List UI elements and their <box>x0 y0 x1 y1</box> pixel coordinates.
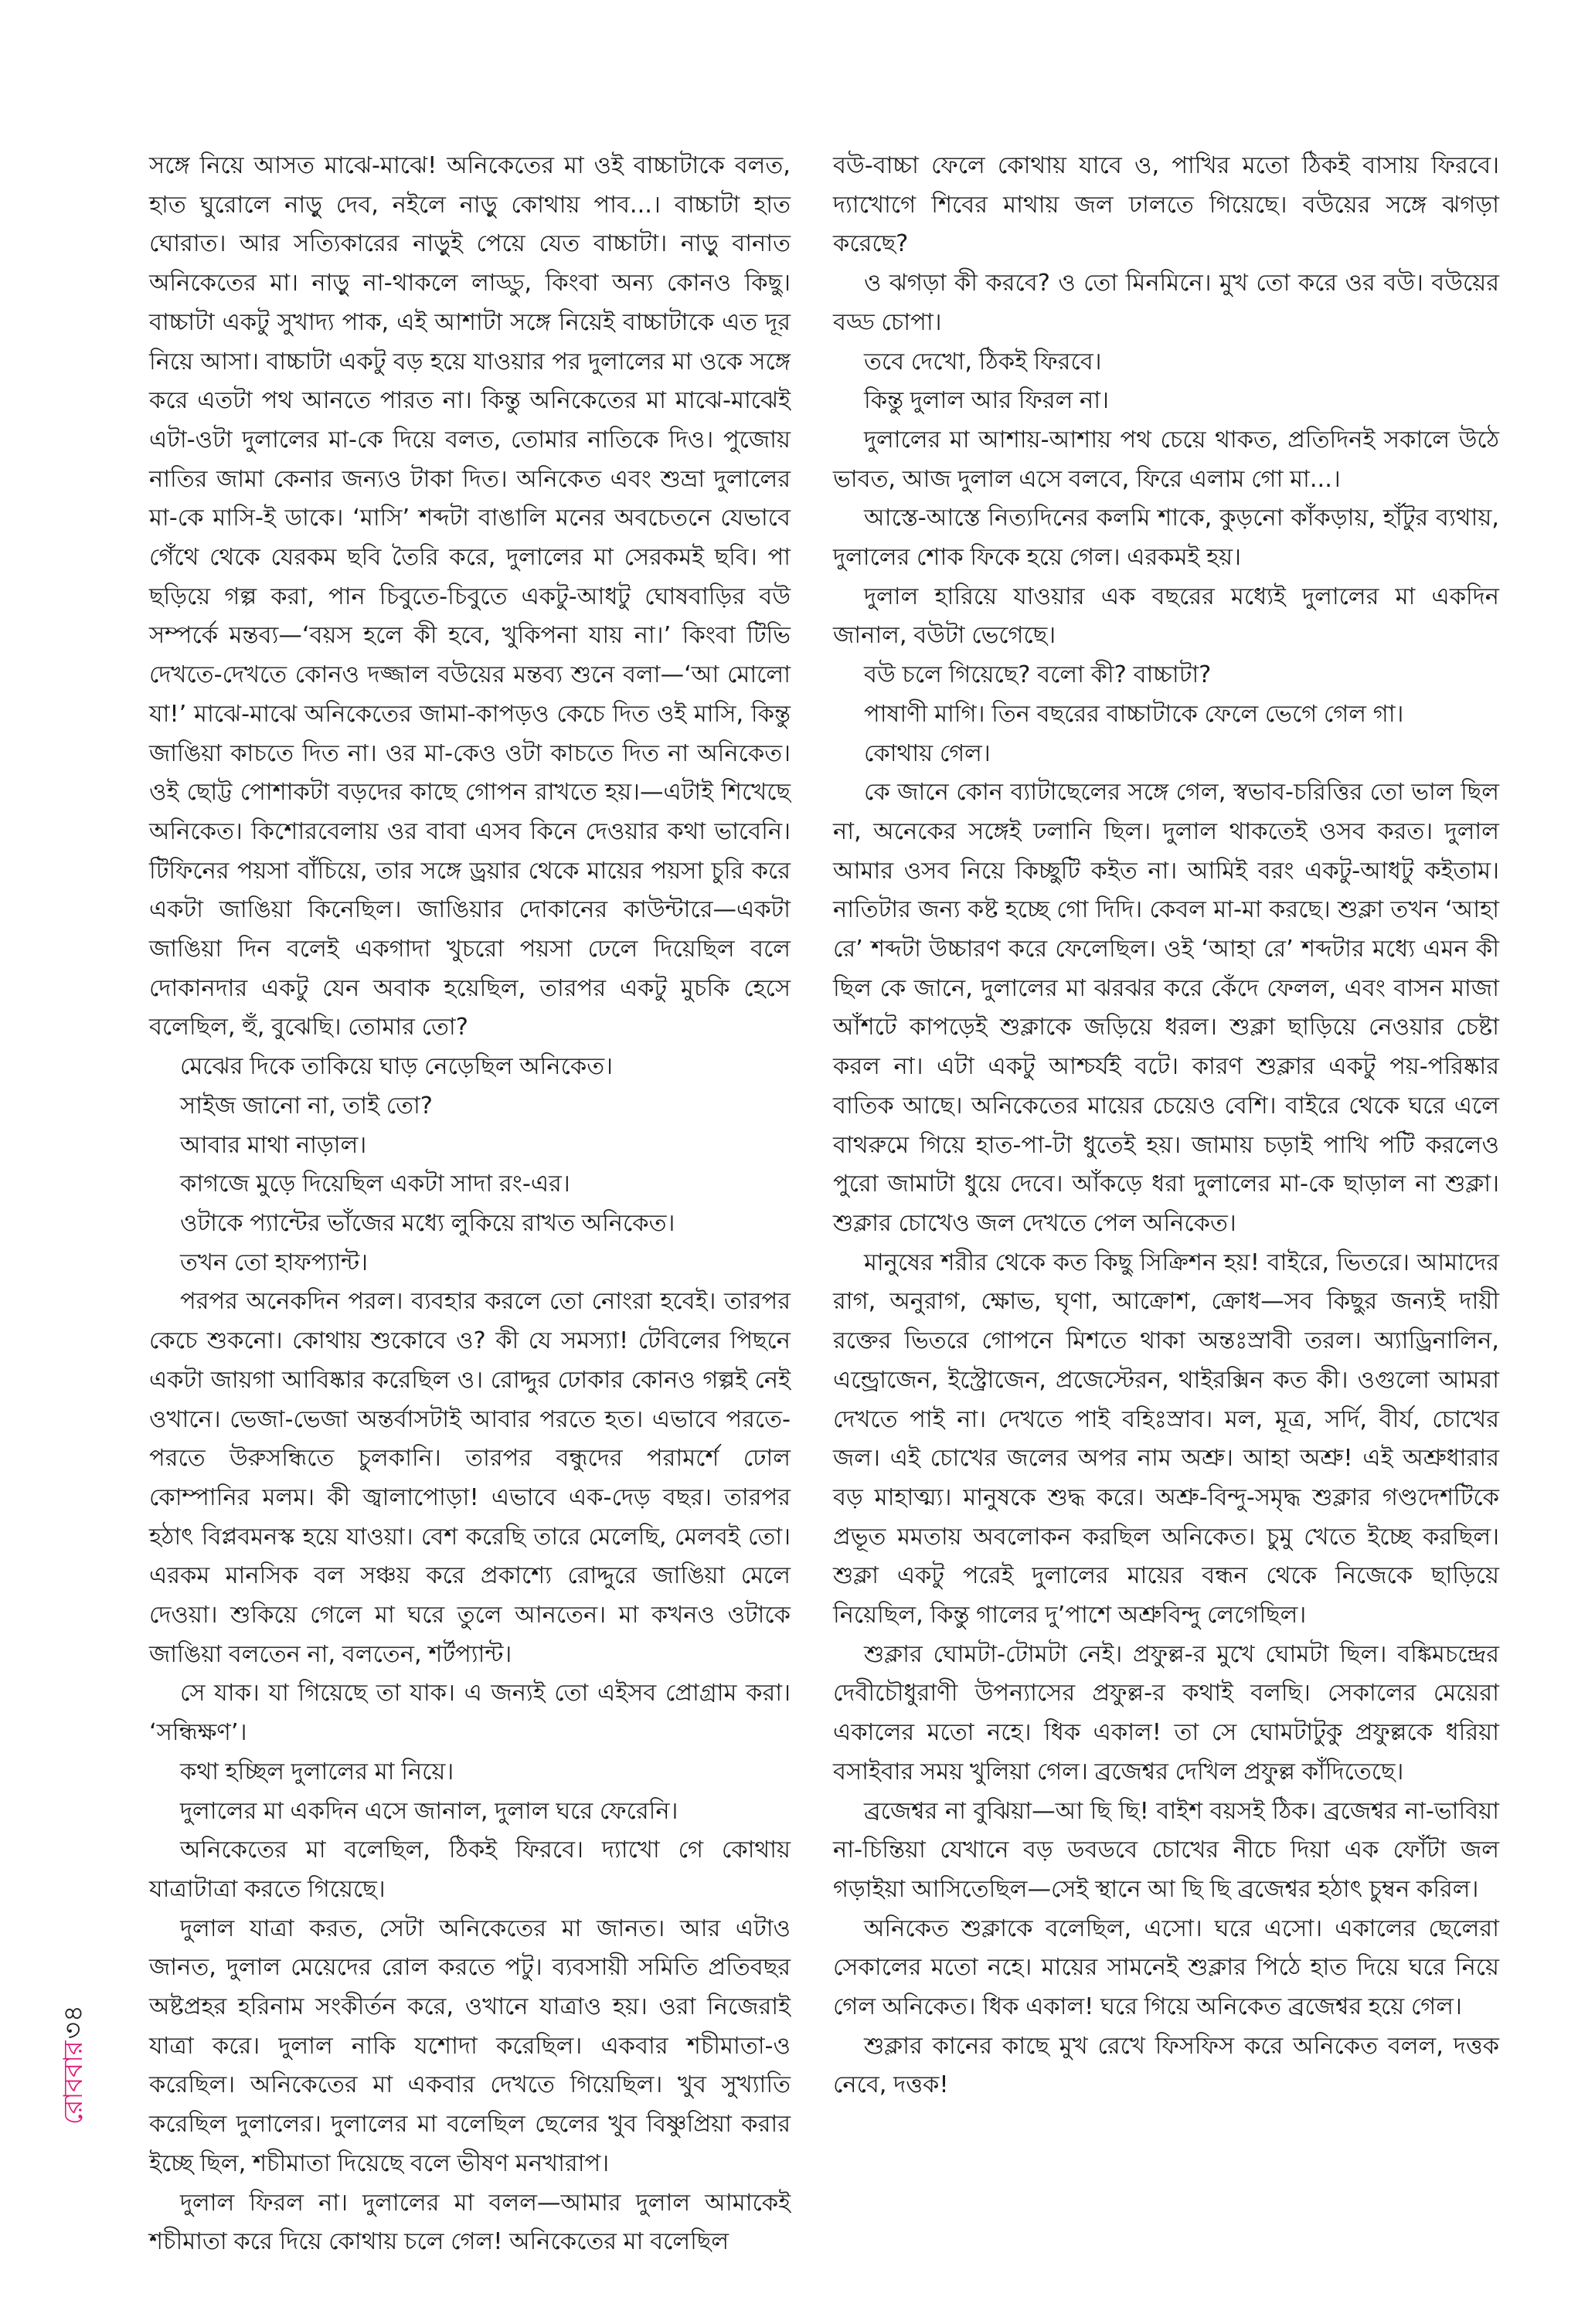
paragraph: ওটাকে প্যান্টের ভাঁজের মধ্যে লুকিয়ে রাখত অনিকেত। <box>180 1209 675 1237</box>
paragraph: আবার মাথা নাড়াল। <box>180 1131 367 1159</box>
paragraph: মানুষের শরীর থেকে কত কিছু সিক্রিশন হয়! বাইরে, ভিতরে। আমাদের রাগ, অনুরাগ, ক্ষোভ, ঘৃণা, আক্রোশ, ক্রোধ—সব কিছুর জন্যই দায়ী রক্তের ভিতরে গোপনে মিশতে থাকা অন্তঃস্রাবী তরল। অ্যাড্রিনালিন, এন্ড্রোজেন, ইস্ট্রোজেন, প্রজেস্টেরন, থাইরক্সিন কত কী। ওগুলো আমরা দেখতে পাই না। দেখতে পাই বহিঃস্রাব। মল, মূত্র, সর্দি, বীর্য, চোখের জল। এই চোখের জলের অপর নাম অশ্রু। আহা অশ্রু! এই অশ্রুধারার বড় মাহাত্ম্য। মানুষকে শুদ্ধ করে। অশ্রু-বিন্দু-সমৃদ্ধ শুক্লার গণ্ডদেশটিকে প্রভূত মমতায় অবলোকন করছিল অনিকেত। চুমু খেতে ইচ্ছে করছিল। শুক্লা একটু পরেই দুলালের মায়ের বন্ধন থেকে নিজেকে ছাড়িয়ে নিয়েছিল, কিন্তু গালের দু’পাশে অশ্রুবিন্দু লেগেছিল। <box>833 1249 1499 1629</box>
paragraph: দুলালের মা আশায়-আশায় পথ চেয়ে থাকত, প্রতিদিনই সকালে উঠে ভাবত, আজ দুলাল এসে বলবে, ফিরে এলাম গো মা...। <box>833 426 1499 493</box>
paragraph: সাইজ জানো না, তাই তো? <box>180 1092 433 1120</box>
paragraph: পাষাণী মাগি। তিন বছরের বাচ্চাটাকে ফেলে ভেগে গেল গা। <box>864 700 1404 728</box>
magazine-name: রোববার <box>58 2040 89 2125</box>
paragraph: শুক্লার কানের কাছে মুখ রেখে ফিসফিস করে অনিকেত বলল, দত্তক নেবে, দত্তক! <box>833 2032 1499 2099</box>
text-column-left <box>149 147 791 2262</box>
page-number: ৩৪ <box>58 2005 89 2040</box>
paragraph: বউ-বাচ্চা ফেলে কোথায় যাবে ও, পাখির মতো ঠিকই বাসায় ফিরবে। দ্যাখোগে শিবের মাথায় জল ঢালতে গিয়েছে। বউয়ের সঙ্গে ঝগড়া করেছে? <box>833 152 1499 258</box>
paragraph: অনিকেত শুক্লাকে বলেছিল, এসো। ঘরে এসো। একালের ছেলেরা সেকালের মতো নহে। মায়ের সামনেই শুক্লার পিঠে হাত দিয়ে ঘরে নিয়ে গেল অনিকেত। ধিক একাল! ঘরে গিয়ে অনিকেত ব্রজেশ্বর হয়ে গেল। <box>833 1915 1499 2021</box>
paragraph: কথা হচ্ছিল দুলালের মা নিয়ে। <box>180 1758 454 1785</box>
paragraph: কাগজে মুড়ে দিয়েছিল একটা সাদা রং-এর। <box>180 1170 570 1198</box>
paragraph: পরপর অনেকদিন পরল। ব্যবহার করলে তো নোংরা হবেই। তারপর কেচে শুকনো। কোথায় শুকোবে ও? কী যে সমস্যা! টেবিলের পিছনে একটা জায়গা আবিষ্কার করেছিল ও। রোদ্দুর ঢোকার কোনও গল্পই নেই ওখানে। ভেজা-ভেজা অন্তর্বাসটাই আবার পরতে হত। এভাবে পরতে-পরতে উরুসন্ধিতে চুলকানি। তারপর বন্ধুদের পরামর্শে ঢোল কোম্পানির মলম। কী জ্বালাপোড়া! এভাবে এক-দেড় বছর। তারপর হঠাৎ বিপ্লবমনস্ক হয়ে যাওয়া। বেশ করেছি তারে মেলেছি, মেলবই তো। এরকম মানসিক বল সঞ্চয় করে প্রকাশ্যে রোদ্দুরে জাঙিয়া মেলে দেওয়া। শুকিয়ে গেলে মা ঘরে তুলে আনতেন। মা কখনও ওটাকে জাঙিয়া বলতেন না, বলতেন, শর্টপ্যান্ট। <box>149 1288 791 1668</box>
paragraph: দুলাল ফিরল না। দুলালের মা বলল—আমার দুলাল আমাকেই শচীমাতা করে দিয়ে কোথায় চলে গেল! অনিকেতের মা বলেছিল <box>149 2189 791 2256</box>
paragraph: দুলালের মা একদিন এসে জানাল, দুলাল ঘরে ফেরেনি। <box>180 1797 678 1825</box>
paragraph: ব্রজেশ্বর না বুঝিয়া—আ ছি ছি! বাইশ বয়সই ঠিক। ব্রজেশ্বর না-ভাবিয়া না-চিন্তিয়া যেখানে বড় ডবডবে চোখের নীচে দিয়া এক ফোঁটা জল গড়াইয়া আসিতেছিল—সেই স্থানে আ ছি ছি ব্রজেশ্বর হঠাৎ চুম্বন করিল। <box>833 1797 1499 1903</box>
paragraph: কে জানে কোন ব্যাটাছেলের সঙ্গে গেল, স্বভাব-চরিত্তির তো ভাল ছিল না, অনেকের সঙ্গেই ঢলানি ছিল। দুলাল থাকতেই ওসব করত। দুলাল আমার ওসব নিয়ে কিচ্ছুটি কইত না। আমিই বরং একটু-আধটু কইতাম। নাতিটার জন্য কষ্ট হচ্ছে গো দিদি। কেবল মা-মা করছে। শুক্লা তখন ‘আহা রে’ শব্দটা উচ্চারণ করে ফেলেছিল। ওই ‘আহা রে’ শব্দটার মধ্যে এমন কী ছিল কে জানে, দুলালের মা ঝরঝর করে কেঁদে ফেলল, এবং বাসন মাজা আঁশটে কাপড়েই শুক্লাকে জড়িয়ে ধরল। শুক্লা ছাড়িয়ে নেওয়ার চেষ্টা করল না। এটা একটু আশ্চর্যই বটে। কারণ শুক্লার একটু পয়-পরিষ্কার বাতিক আছে। অনিকেতের মায়ের চেয়েও বেশি। বাইরে থেকে ঘরে এলে বাথরুমে গিয়ে হাত-পা-টা ধুতেই হয়। জামায় চড়াই পাখি পটি করলেও পুরো জামাটা ধুয়ে দেবে। আঁকড়ে ধরা দুলালের মা-কে ছাড়াল না শুক্লা। শুক্লার চোখেও জল দেখতে পেল অনিকেত। <box>833 779 1499 1237</box>
paragraph: অনিকেতের মা বলেছিল, ঠিকই ফিরবে। দ্যাখো গে কোথায় যাত্রাটাত্রা করতে গিয়েছে। <box>149 1836 791 1903</box>
paragraph: শুক্লার ঘোমটা-টোমটা নেই। প্রফুল্ল-র মুখে ঘোমটা ছিল। বঙ্কিমচন্দ্রের দেবীচৌধুরাণী উপন্যাসের প্রফুল্ল-র কথাই বলছি। সেকালের মেয়েরা একালের মতো নহে। ধিক একাল! তা সে ঘোমটাটুকু প্রফুল্লকে ধরিয়া বসাইবার সময় খুলিয়া গেল। ব্রজেশ্বর দেখিল প্রফুল্ল কাঁদিতেছে। <box>833 1640 1499 1785</box>
paragraph: ও ঝগড়া কী করবে? ও তো মিনমিনে। মুখ তো করে ওর বউ। বউয়ের বড্ড চোপা। <box>833 270 1499 336</box>
page-folio <box>54 1893 93 2125</box>
paragraph: সে যাক। যা গিয়েছে তা যাক। এ জন্যই তো এইসব প্রোগ্রাম করা। ‘সন্ধিক্ষণ’। <box>149 1680 791 1747</box>
paragraph: সঙ্গে নিয়ে আসত মাঝে-মাঝে! অনিকেতের মা ওই বাচ্চাটাকে বলত, হাত ঘুরোলে নাড়ু দেব, নইলে নাড়ু কোথায় পাব...। বাচ্চাটা হাত ঘোরাত। আর সত্যিকারের নাড়ুই পেয়ে যেত বাচ্চাটা। নাড়ু বানাত অনিকেতের মা। নাড়ু না-থাকলে লাড্ডু, কিংবা অন্য কোনও কিছু। বাচ্চাটা একটু সুখাদ্য পাক, এই আশাটা সঙ্গে নিয়েই বাচ্চাটাকে এত দূর নিয়ে আসা। বাচ্চাটা একটু বড় হয়ে যাওয়ার পর দুলালের মা ওকে সঙ্গে করে এতটা পথ আনতে পারত না। কিন্তু অনিকেতের মা মাঝে-মাঝেই এটা-ওটা দুলালের মা-কে দিয়ে বলত, তোমার নাতিকে দিও। পুজোয় নাতির জামা কেনার জন্যও টাকা দিত। অনিকেত এবং শুভ্রা দুলালের মা-কে মাসি-ই ডাকে। ‘মাসি’ শব্দটা বাঙালি মনের অবচেতনে যেভাবে গেঁথে থেকে যেরকম ছবি তৈরি করে, দুলালের মা সেরকমই ছবি। পা ছড়িয়ে গল্প করা, পান চিবুতে-চিবুতে একটু-আধটু ঘোষবাড়ির বউ সম্পর্কে মন্তব্য—‘বয়স হলে কী হবে, খুকিপনা যায় না।’ কিংবা টিভি দেখতে-দেখতে কোনও দজ্জাল বউয়ের মন্তব্য শুনে বলা—‘আ মোলো যা!’ মাঝে-মাঝে অনিকেতের জামা-কাপড়ও কেচে দিত ওই মাসি, কিন্তু জাঙিয়া কাচতে দিত না। ওর মা-কেও ওটা কাচতে দিত না অনিকেত। ওই ছোট্ট পোশাকটা বড়দের কাছে গোপন রাখতে হয়।—এটাই শিখেছে অনিকেত। কিশোরবেলায় ওর বাবা এসব কিনে দেওয়ার কথা ভাবেনি। টিফিনের পয়সা বাঁচিয়ে, তার সঙ্গে ড্রয়ার থেকে মায়ের পয়সা চুরি করে একটা জাঙিয়া কিনেছিল। জাঙিয়ার দোকানের কাউন্টারে—একটা জাঙিয়া দিন বলেই একগাদা খুচরো পয়সা ঢেলে দিয়েছিল বলে দোকানদার একটু যেন অবাক হয়েছিল, তারপর একটু মুচকি হেসে বলেছিল, হুঁ, বুঝেছি। তোমার তো? <box>149 152 791 1041</box>
paragraph: তবে দেখো, ঠিকই ফিরবে। <box>864 348 1102 375</box>
paragraph: দুলাল যাত্রা করত, সেটা অনিকেতের মা জানত। আর এটাও জানত, দুলাল মেয়েদের রোল করতে পটু। ব্যবসায়ী সমিতি প্রতিবছর অষ্টপ্রহর হরিনাম সংকীর্তন করে, ওখানে যাত্রাও হয়। ওরা নিজেরাই যাত্রা করে। দুলাল নাকি যশোদা করেছিল। একবার শচীমাতা-ও করেছিল। অনিকেতের মা একবার দেখতে গিয়েছিল। খুব সুখ্যাতি করেছিল দুলালের। দুলালের মা বলেছিল ছেলের খুব বিষ্ণুপ্রিয়া করার ইচ্ছে ছিল, শচীমাতা দিয়েছে বলে ভীষণ মনখারাপ। <box>149 1915 791 2177</box>
paragraph: তখন তো হাফপ্যান্ট। <box>180 1249 369 1276</box>
paragraph: বউ চলে গিয়েছে? বলো কী? বাচ্চাটা? <box>864 661 1212 689</box>
paragraph: কিন্তু দুলাল আর ফিরল না। <box>864 387 1110 415</box>
paragraph: মেঝের দিকে তাকিয়ে ঘাড় নেড়েছিল অনিকেত। <box>180 1053 613 1081</box>
text-column-right <box>833 147 1499 2105</box>
paragraph: কোথায় গেল। <box>864 739 991 767</box>
paragraph: আস্তে-আস্তে নিত্যদিনের কলমি শাকে, কুড়নো কাঁকড়ায়, হাঁটুর ব্যথায়, দুলালের শোক ফিকে হয়ে গেল। এরকমই হয়। <box>833 505 1499 572</box>
paragraph: দুলাল হারিয়ে যাওয়ার এক বছরের মধ্যেই দুলালের মা একদিন জানাল, বউটা ভেগেছে। <box>833 583 1499 650</box>
